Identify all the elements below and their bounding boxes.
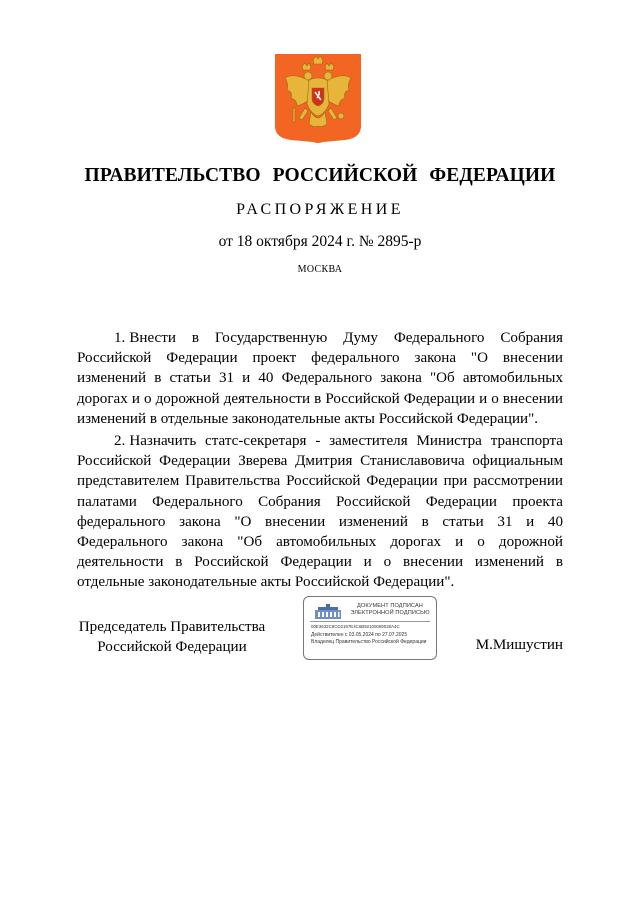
paragraph-text: Назначить статс-секретаря - заместителя Министра транспорта Российской Федерации Зверева Дмитрия Станиславовича официальным представителем Правительства Российской Федерации при рассмотрении палатами Федерального Собрания Российской Федерации проекта федерального закона "О внесении изменений в статьи 31 и 40 Федерального закона "Об автомобильных дорогах и о дорожной деятельности в Российской Федерации и о внесении изменений в отдельные законодательные акты Российской Федерации". — [77, 433, 563, 591]
stamp-validity: Действителен с 03.05.2024 по 27.07.2025 — [311, 632, 408, 638]
paragraph-1 — [77, 328, 563, 429]
stamp-heading — [346, 603, 434, 617]
paragraph-number: 1. — [114, 330, 126, 346]
government-title: ПРАВИТЕЛЬСТВО РОССИЙСКОЙ ФЕДЕРАЦИИ — [84, 165, 556, 186]
document-body — [77, 328, 563, 595]
government-building-icon — [312, 603, 344, 621]
stamp-divider — [310, 621, 430, 622]
signer-position — [72, 617, 272, 657]
russian-coat-of-arms-icon — [275, 54, 361, 144]
document-type: РАСПОРЯЖЕНИЕ — [236, 201, 404, 218]
city-name: МОСКВА — [297, 264, 343, 275]
stamp-owner: Владелец Правительство Российской Федерации — [311, 639, 427, 645]
electronic-signature-stamp — [303, 596, 437, 660]
paragraph-number: 2. — [114, 433, 126, 450]
stamp-certificate-number: 00E3632C8CD2197E4C6B92100069028A4C — [311, 624, 400, 629]
signer-name: М.Мишустин — [475, 637, 563, 653]
document-date-number: от 18 октября 2024 г. № 2895-р — [218, 233, 422, 250]
stamp-heading-line-1: ДОКУМЕНТ ПОДПИСАН — [357, 603, 423, 609]
paragraph-2 — [77, 431, 563, 593]
stamp-heading-line-2: ЭЛЕКТРОННОЙ ПОДПИСЬЮ — [350, 610, 430, 616]
paragraph-text: Внести в Государственную Думу Федерального Собрания Российской Федерации проект федерального закона "О внесении изменений в статьи 31 и 40 Федерального закона "Об автомобильных дорогах и о дорожной деятельности в Российской Федерации и о внесении изменений в отдельные законодательные акты Российской Федерации". — [77, 330, 563, 427]
signer-position-line-2: Российской Федерации — [97, 639, 247, 655]
signer-position-line-1: Председатель Правительства — [78, 619, 266, 635]
